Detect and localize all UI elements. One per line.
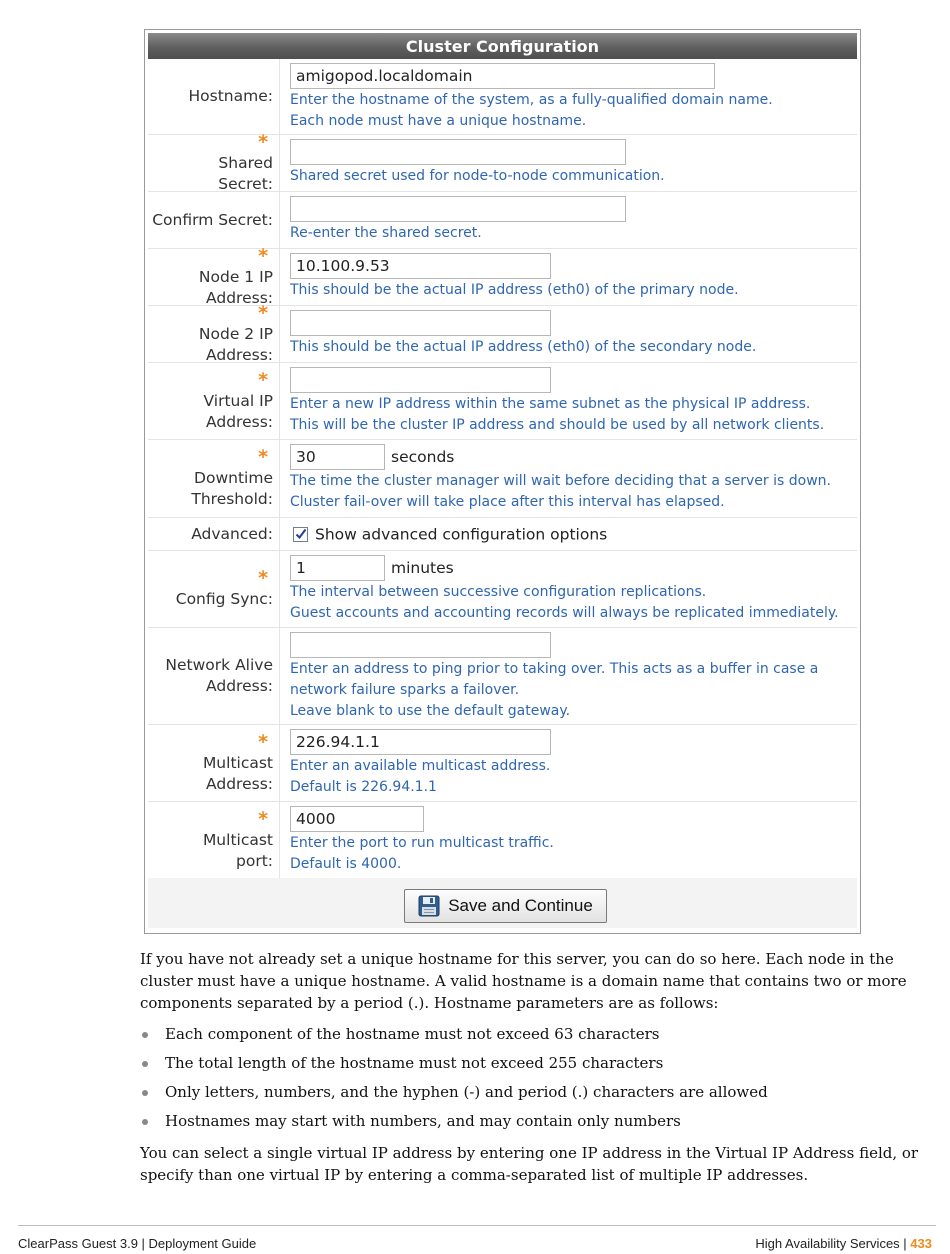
shared-secret-input[interactable] <box>290 139 626 165</box>
confirm-secret-label: Confirm Secret: <box>148 192 280 248</box>
advanced-row <box>148 518 857 551</box>
virtual-ip-help-1: Enter a new IP address within the same subnet as the physical IP address. <box>290 396 811 412</box>
config-sync-help-2: Guest accounts and accounting records will always be replicated immediately. <box>290 605 839 621</box>
multicast-port-label: * Multicast port: <box>148 802 280 878</box>
footer-divider <box>18 1225 936 1226</box>
shared-secret-label: * Shared Secret: <box>148 135 280 191</box>
config-sync-row <box>148 551 857 628</box>
virtual-ip-paragraph: You can select a single virtual IP address by entering one IP address in the Virtual IP Address field, or specify than one virtual IP by entering a comma-separated list of multiple IP addresses. <box>140 1144 919 1184</box>
network-alive-help-1: Enter an address to ping prior to taking over. This acts as a buffer in case a <box>290 661 819 677</box>
form-actions <box>148 878 857 928</box>
required-marker: * <box>258 446 268 468</box>
downtime-threshold-label: * Downtime Threshold: <box>148 440 280 517</box>
node2-ip-row <box>148 301 857 364</box>
required-marker: * <box>258 730 268 753</box>
checkmark-icon <box>295 528 307 540</box>
multicast-address-row <box>148 725 857 802</box>
downtime-help-1: The time the cluster manager will wait before deciding that a server is down. <box>290 473 831 489</box>
multicast-port-help-1: Enter the port to run multicast traffic. <box>290 835 554 851</box>
multicast-port-row <box>148 802 857 878</box>
network-alive-row <box>148 628 857 725</box>
hostname-input[interactable]: amigopod.localdomain <box>290 63 715 89</box>
multicast-address-help-1: Enter an available multicast address. <box>290 758 551 774</box>
advanced-checkbox-label[interactable]: Show advanced configuration options <box>315 525 608 544</box>
node2-ip-input[interactable] <box>290 310 551 336</box>
required-marker: * <box>258 244 268 267</box>
hostname-help-2: Each node must have a unique hostname. <box>290 113 587 129</box>
virtual-ip-input[interactable] <box>290 367 551 393</box>
downtime-threshold-input[interactable]: 30 <box>290 444 385 470</box>
multicast-address-help-2: Default is 226.94.1.1 <box>290 779 437 795</box>
node2-ip-help: This should be the actual IP address (eth0) of the secondary node. <box>290 339 757 355</box>
virtual-ip-help-2: This will be the cluster IP address and should be used by all network clients. <box>290 417 825 433</box>
advanced-label: Advanced: <box>148 518 280 550</box>
downtime-threshold-row <box>148 440 857 518</box>
hostname-row <box>148 59 857 135</box>
required-marker: * <box>258 368 268 391</box>
hostname-label: Hostname: <box>148 59 280 134</box>
node1-ip-label: * Node 1 IP Address: <box>148 249 280 305</box>
footer-document-title: ClearPass Guest 3.9 | Deployment Guide <box>18 1236 257 1251</box>
virtual-ip-label: * Virtual IP Address: <box>148 363 280 439</box>
form-title: Cluster Configuration <box>148 33 857 59</box>
required-marker: * <box>258 807 268 830</box>
network-alive-input[interactable] <box>290 632 551 658</box>
save-and-continue-button[interactable] <box>404 889 607 923</box>
node2-ip-label: * Node 2 IP Address: <box>148 306 280 362</box>
multicast-address-label: * Multicast Address: <box>148 725 280 801</box>
downtime-unit: seconds <box>391 448 455 466</box>
multicast-address-input[interactable]: 226.94.1.1 <box>290 729 551 755</box>
bullet-icon <box>142 1090 148 1096</box>
shared-secret-row <box>148 130 857 193</box>
required-marker: * <box>258 130 268 153</box>
confirm-secret-help: Re-enter the shared secret. <box>290 225 482 241</box>
confirm-secret-input[interactable] <box>290 196 626 222</box>
virtual-ip-row <box>148 363 857 440</box>
config-sync-input[interactable]: 1 <box>290 555 385 581</box>
config-sync-unit: minutes <box>391 559 454 577</box>
multicast-port-input[interactable]: 4000 <box>290 806 424 832</box>
confirm-secret-row <box>148 192 857 249</box>
advanced-checkbox[interactable] <box>293 527 308 542</box>
bullet-icon <box>142 1032 148 1038</box>
save-button-label: Save and Continue <box>448 896 593 915</box>
downtime-help-2: Cluster fail-over will take place after this interval has elapsed. <box>290 494 725 510</box>
required-marker: * <box>258 301 268 324</box>
node1-ip-row <box>148 244 857 307</box>
network-alive-label: Network Alive Address: <box>148 628 280 724</box>
cluster-configuration-form <box>144 29 861 934</box>
network-alive-help-2: network failure sparks a failover. <box>290 682 520 698</box>
bullet-icon <box>142 1119 148 1125</box>
required-marker: * <box>258 567 268 589</box>
config-sync-label: * Config Sync: <box>148 551 280 627</box>
intro-paragraph: If you have not already set a unique hostname for this server, you can do so here. Each node in the cluster must have a unique hostname. A valid hostname is a domain name that contains two or more components separated by a period (.). Hostname parameters are as follows: <box>140 950 907 1012</box>
bullet-icon <box>142 1061 148 1067</box>
page-number: 433 <box>910 1236 932 1251</box>
node1-ip-input[interactable]: 10.100.9.53 <box>290 253 551 279</box>
multicast-port-help-2: Default is 4000. <box>290 856 402 872</box>
config-sync-help-1: The interval between successive configuration replications. <box>290 584 707 600</box>
node1-ip-help: This should be the actual IP address (eth0) of the primary node. <box>290 282 739 298</box>
footer-section: High Availability Services | 433 <box>755 1236 932 1251</box>
hostname-help-1: Enter the hostname of the system, as a fully-qualified domain name. <box>290 92 773 108</box>
floppy-disk-icon <box>418 895 440 917</box>
network-alive-help-3: Leave blank to use the default gateway. <box>290 703 571 719</box>
shared-secret-help: Shared secret used for node-to-node communication. <box>290 168 665 184</box>
